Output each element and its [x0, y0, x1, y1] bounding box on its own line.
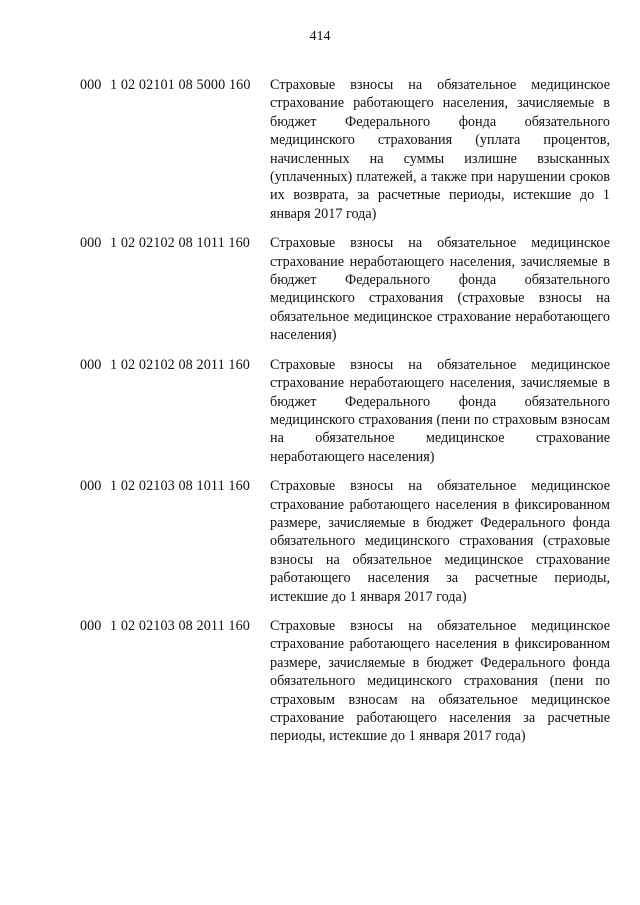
- kbk-code: 1 02 02102 08 2011 160: [110, 356, 251, 373]
- kbk-code: 1 02 02101 08 5000 160: [110, 77, 251, 93]
- entry-description: Страховые взносы на обязательное медицинское страхование работающего населения, зачисляемые в бюджет Федерального фонда обязательного медицинского страхования (уплата процентов, начисленных на суммы излишне взысканных (уплаченных) платежей, а также при нарушении сроков их возврата, за расчетные периоды, истекшие до 1 января 2017 года): [270, 77, 610, 222]
- page-number: 414: [309, 29, 331, 44]
- kbk-entry: [80, 356, 610, 466]
- entry-description: Страховые взносы на обязательное медицинское страхование неработающего населения, зачисляемые в бюджет Федерального фонда обязательного медицинского страхования (пени по страховым взносам на обязательное медицинское страхование неработающего населения): [270, 356, 610, 465]
- kbk-entry: [80, 477, 610, 606]
- admin-code: 000: [80, 617, 102, 634]
- admin-code: 000: [80, 77, 102, 93]
- entry-description: Страховые взносы на обязательное медицинское страхование неработающего населения, зачисляемые в бюджет Федерального фонда обязательного медицинского страхования (страховые взносы на обязательное медицинское страхование неработающего населения): [270, 235, 610, 344]
- admin-code: 000: [80, 478, 102, 495]
- admin-code: 000: [80, 356, 102, 373]
- kbk-code: 1 02 02103 08 1011 160: [110, 478, 251, 495]
- admin-code: 000: [80, 235, 102, 252]
- kbk-entries-list: [80, 76, 610, 757]
- kbk-entry: [80, 76, 610, 223]
- kbk-entry: [80, 234, 610, 344]
- kbk-code: 1 02 02102 08 1011 160: [110, 235, 251, 252]
- kbk-code: 1 02 02103 08 2011 160: [110, 617, 251, 634]
- entry-description: Страховые взносы на обязательное медицинское страхование работающего населения в фиксированном размере, зачисляемые в бюджет Федерального фонда обязательного медицинского страхования (страховые взносы на обязательное медицинское страхование работающего населения за расчетные периоды, истекшие до 1 января 2017 года): [270, 478, 610, 605]
- entry-description: Страховые взносы на обязательное медицинское страхование работающего населения в фиксированном размере, зачисляемые в бюджет Федерального фонда обязательного медицинского страхования (пени по страховым взносам на обязательное медицинское страхование работающего населения за расчетные периоды, истекшие до 1 января 2017 года): [270, 617, 610, 745]
- kbk-entry: [80, 617, 610, 746]
